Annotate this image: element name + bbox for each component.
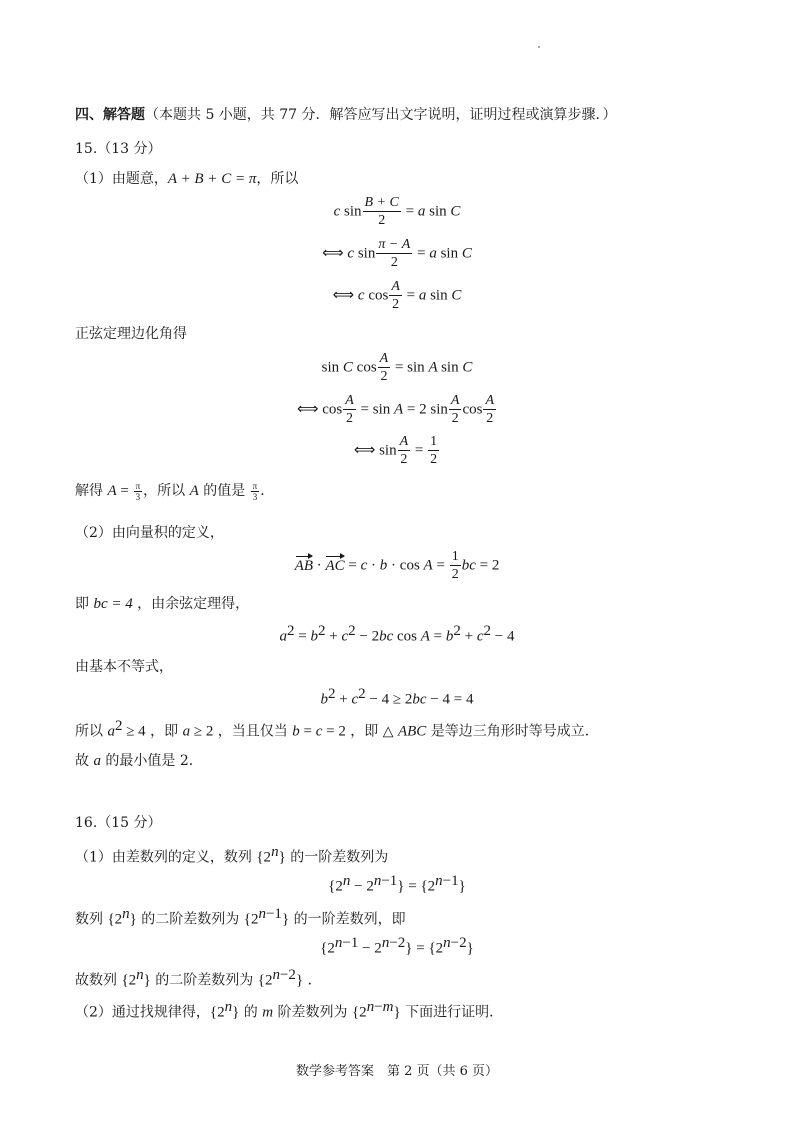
dot-product-equation: AB · AC = c · b · cos A = $\frac{1}{2}$ bc = 2: [294, 549, 500, 582]
section-title: 四、解答题: [75, 107, 145, 123]
scan-dot: [538, 46, 540, 48]
q15-part1-suffix: ，所以: [256, 171, 299, 187]
q15-part1-label: （1）由题意，: [75, 171, 168, 187]
so-line: 所以 $a^2 \ge 4$ ，即 a ≥ 2 ，当且仅当 b = c = 2 ，即 △ ABC 是等边三角形时等号成立．: [75, 718, 599, 740]
section-note: （本题共 5 小题，共 77 分．解答应写出文字说明，证明过程或演算步骤．）: [145, 107, 617, 123]
bc-value: bc = 4: [93, 596, 133, 612]
page-footer: 数学参考答案 第 2 页（共 6 页）: [295, 1064, 499, 1079]
sine-rule-text: 正弦定理边化角得: [75, 326, 187, 342]
solve-line: 解得 A = $\frac{\pi}{3}$ ，所以 A 的值是 $\frac{\pi}{3}$ ．: [75, 480, 275, 502]
q16-line2: 数列 {2$^n$} 的二阶差数列为 $\{2^{n-1}\}$ 的一阶差数列，即: [75, 906, 406, 928]
inequality-equation: $b^2 + c^2 - 4 \ge 2bc - 4 = 4$: [320, 686, 474, 708]
equation-5: ⟺ cos $\frac{A}{2}$ = sin A = 2 sin $\frac{A}{2}$ cos $\frac{A}{2}$: [296, 393, 495, 426]
second-diff-equation: $\{2^{n-1} - 2^{n-2}\} = \{2^{n-2}\}$: [320, 935, 474, 957]
q15-part2-intro: （2）由向量积的定义，: [75, 525, 224, 541]
q15-part1-intro: [75, 168, 298, 188]
equation-3: ⟺ c cos $\frac{A}{2}$ = a sin C: [332, 279, 462, 312]
equation-1: c sin $\frac{B + C}{2}$ = a sin C: [333, 195, 461, 228]
q16-part2: （2）通过找规律得，{2$^n$} 的 m 阶差数列为 $\{2^{n-m}\}$ 下面进行证明．: [75, 999, 504, 1021]
section-header: [75, 104, 617, 124]
q16-line3: 故数列 {2$^n$} 的二阶差数列为 $\{2^{n-2}\}$ ．: [75, 967, 322, 989]
first-diff-equation: $\{2^n - 2^{n-1}\} = \{2^{n-1}\}$: [328, 873, 466, 895]
angle-sum-condition: A + B + C = π: [167, 171, 257, 187]
cosine-rule-equation: $a^2 = b^2 + c^2 - 2bc$ $\cos A = b^2 + c^2 - 4$: [279, 623, 515, 645]
equation-4: sin C cos $\frac{A}{2}$ = sin A sin C: [321, 351, 473, 384]
q16-part1-intro: （1）由差数列的定义，数列 {2$^n$} 的一阶差数列为: [75, 844, 389, 866]
equation-2: ⟺ c sin $\frac{\pi - A}{2}$ = a sin C: [322, 237, 472, 270]
q15-header: 15.（13 分）: [75, 141, 162, 157]
bc-line: 即 bc = 4 ，由余弦定理得，: [75, 596, 250, 612]
q16-header: 16.（15 分）: [75, 815, 162, 831]
conclusion-line: 故 a 的最小值是 2．: [75, 753, 203, 769]
equation-6: ⟺ sin $\frac{A}{2}$ = $\frac{1}{2}$: [353, 434, 438, 467]
ineq-text: 由基本不等式，: [75, 659, 173, 675]
